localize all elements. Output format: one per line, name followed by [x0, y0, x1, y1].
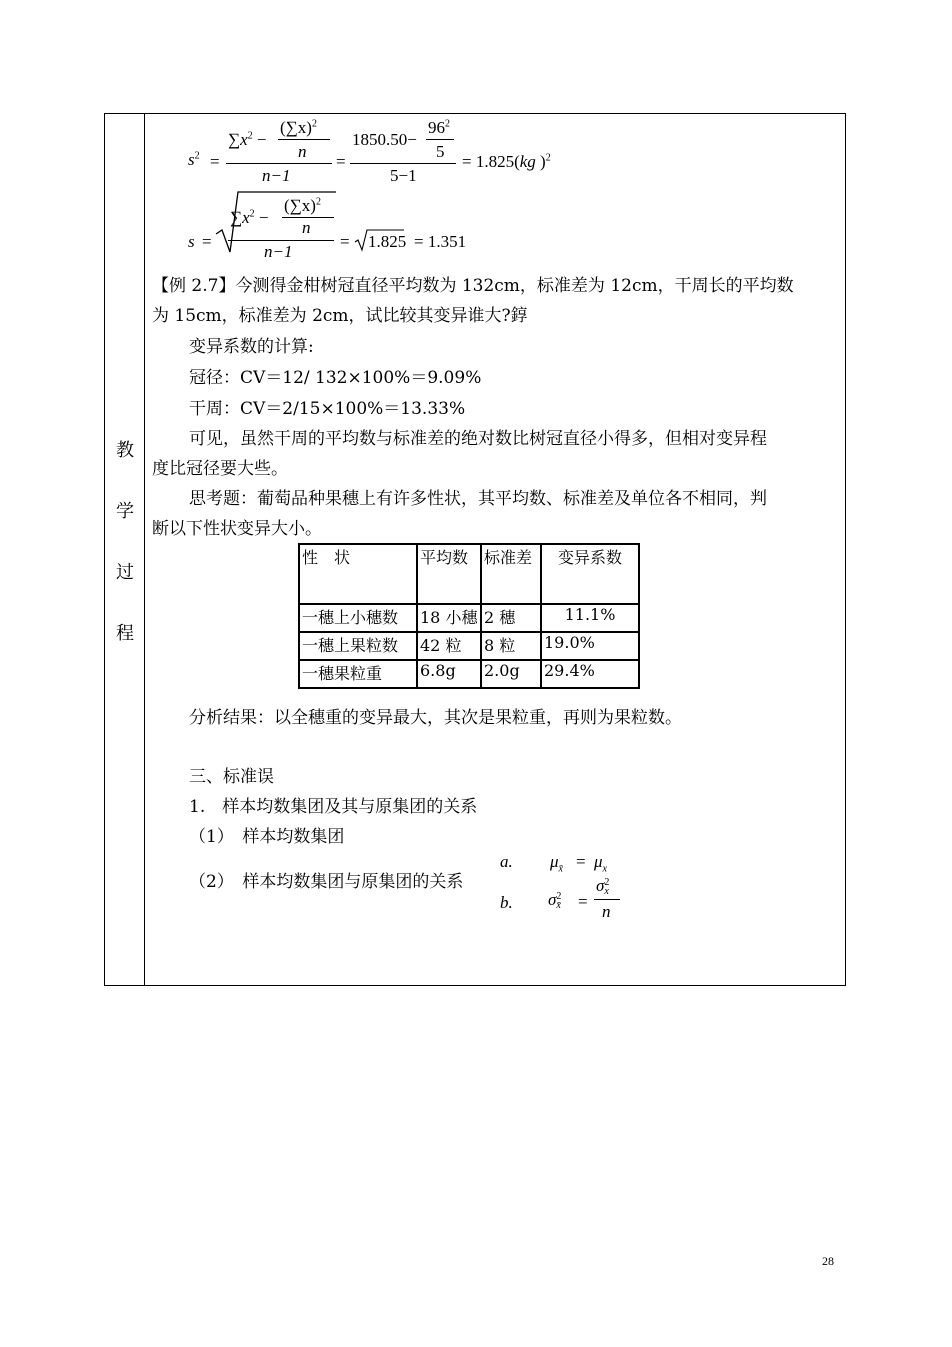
table-row	[299, 632, 639, 660]
sd-result: = 1.351	[414, 232, 467, 251]
table-cell: 42 粒	[417, 632, 481, 660]
sd-numerator: $\sum x^2$ −	[230, 208, 269, 227]
inner-fraction-denominator: n	[302, 218, 311, 237]
inner-fraction-numerator: $(\sum x)^2$	[280, 118, 317, 137]
variance-result: = 1.825(kg )$^2$	[462, 152, 551, 171]
inner-fraction-bar	[278, 139, 330, 140]
equals-sign: =	[336, 152, 346, 171]
sub-item: （1） 样本均数集团	[189, 827, 345, 847]
table-header-cell: 标准差	[481, 544, 541, 604]
table-header-cell: 性 状	[299, 544, 417, 604]
table-row	[299, 660, 639, 688]
small-fraction-numerator: $96^2$	[428, 118, 450, 137]
table-header-cell: 变异系数	[541, 544, 639, 604]
small-fraction-bar	[426, 139, 454, 140]
relation-a-lhs: $\mu_{x̄}$	[550, 852, 563, 875]
sd-lhs: s	[188, 232, 195, 251]
fraction-bar	[228, 240, 334, 241]
conclusion-text-line: 度比冠径要大些。	[152, 459, 288, 479]
fraction-bar	[226, 163, 332, 164]
cv-crown-line: 冠径：CV＝12/ 132×100%＝9.09%	[189, 368, 482, 388]
fraction-bar	[350, 163, 456, 164]
variance-value-numerator: 1850.50−	[352, 130, 417, 149]
question-text-line: 思考题：葡萄品种果穗上有许多性状，其平均数、标准差及单位各不相同，判	[189, 489, 767, 509]
table-cell: 29.4%	[541, 660, 639, 688]
relation-b-lhs: σ 2 x̄	[548, 890, 562, 912]
inner-fraction-denominator: n	[298, 142, 307, 161]
sqrt-value: 1.825	[368, 232, 407, 251]
relation-b-denominator: n	[602, 902, 611, 921]
trait-variation-table	[298, 543, 640, 689]
relation-b-numerator: σ 2 x	[596, 876, 610, 898]
relation-a-label: a.	[500, 852, 513, 871]
table-cell: 一穗果粒重	[299, 660, 417, 688]
variance-denominator: n−1	[262, 166, 291, 185]
equals-sign: =	[578, 892, 588, 911]
side-label-char: 教	[116, 440, 134, 461]
table-cell: 一穗上果粒数	[299, 632, 417, 660]
conclusion-text-line: 可见，虽然干周的平均数与标准差的绝对数比树冠直径小得多，但相对变异程	[189, 429, 767, 449]
inner-fraction-numerator: $(\sum x)^2$	[284, 196, 321, 215]
variance-value-denominator: 5−1	[390, 166, 417, 185]
table-header-cell: 平均数	[417, 544, 481, 604]
cv-heading: 变异系数的计算:	[189, 337, 314, 357]
table-cell: 6.8g	[417, 660, 481, 688]
relation-b-label: b.	[500, 893, 513, 912]
equals-sign: =	[576, 852, 586, 871]
side-label-column	[105, 114, 145, 985]
table-row	[299, 604, 639, 632]
table-header-row	[299, 544, 639, 604]
equals-sign: =	[202, 232, 212, 251]
table-cell: 2.0g	[481, 660, 541, 688]
page-number: 28	[822, 1254, 834, 1268]
equals-sign: =	[210, 152, 220, 171]
example-text-line: 为 15cm，标准差为 2cm，试比较其变异谁大?錞	[152, 306, 528, 326]
numbered-item: 1. 样本均数集团及其与原集团的关系	[189, 797, 478, 817]
fraction-bar	[594, 899, 620, 900]
table-cell: 8 粒	[481, 632, 541, 660]
side-label-char: 过	[116, 562, 134, 583]
side-label-char: 学	[116, 501, 134, 522]
table-cell: 19.0%	[541, 632, 639, 660]
section-heading: 三、标准误	[189, 767, 274, 787]
example-text-line: 【例 2.7】今测得金柑树冠直径平均数为 132cm，标准差为 12cm，干周长的平均数	[152, 276, 794, 296]
sub-item: （2） 样本均数集团与原集团的关系	[189, 872, 464, 892]
analysis-text: 分析结果：以全穗重的变异最大，其次是果粒重，再则为果粒数。	[189, 708, 682, 728]
table-cell: 11.1%	[541, 604, 639, 632]
variance-lhs: $s^2$	[188, 150, 200, 169]
small-fraction-denominator: 5	[436, 142, 445, 161]
table-cell: 一穗上小穗数	[299, 604, 417, 632]
variance-numerator: $\sum x^2$ −	[228, 130, 267, 149]
sd-denominator: n−1	[264, 242, 293, 261]
question-text-line: 断以下性状变异大小。	[152, 519, 322, 539]
side-label-char: 程	[116, 623, 134, 644]
table-cell: 18 小穗	[417, 604, 481, 632]
cv-trunk-line: 干周：CV＝2/15×100%＝13.33%	[189, 399, 466, 419]
table-cell: 2 穗	[481, 604, 541, 632]
equals-sign: =	[340, 232, 350, 251]
relation-a-rhs: $\mu_x$	[594, 852, 607, 875]
